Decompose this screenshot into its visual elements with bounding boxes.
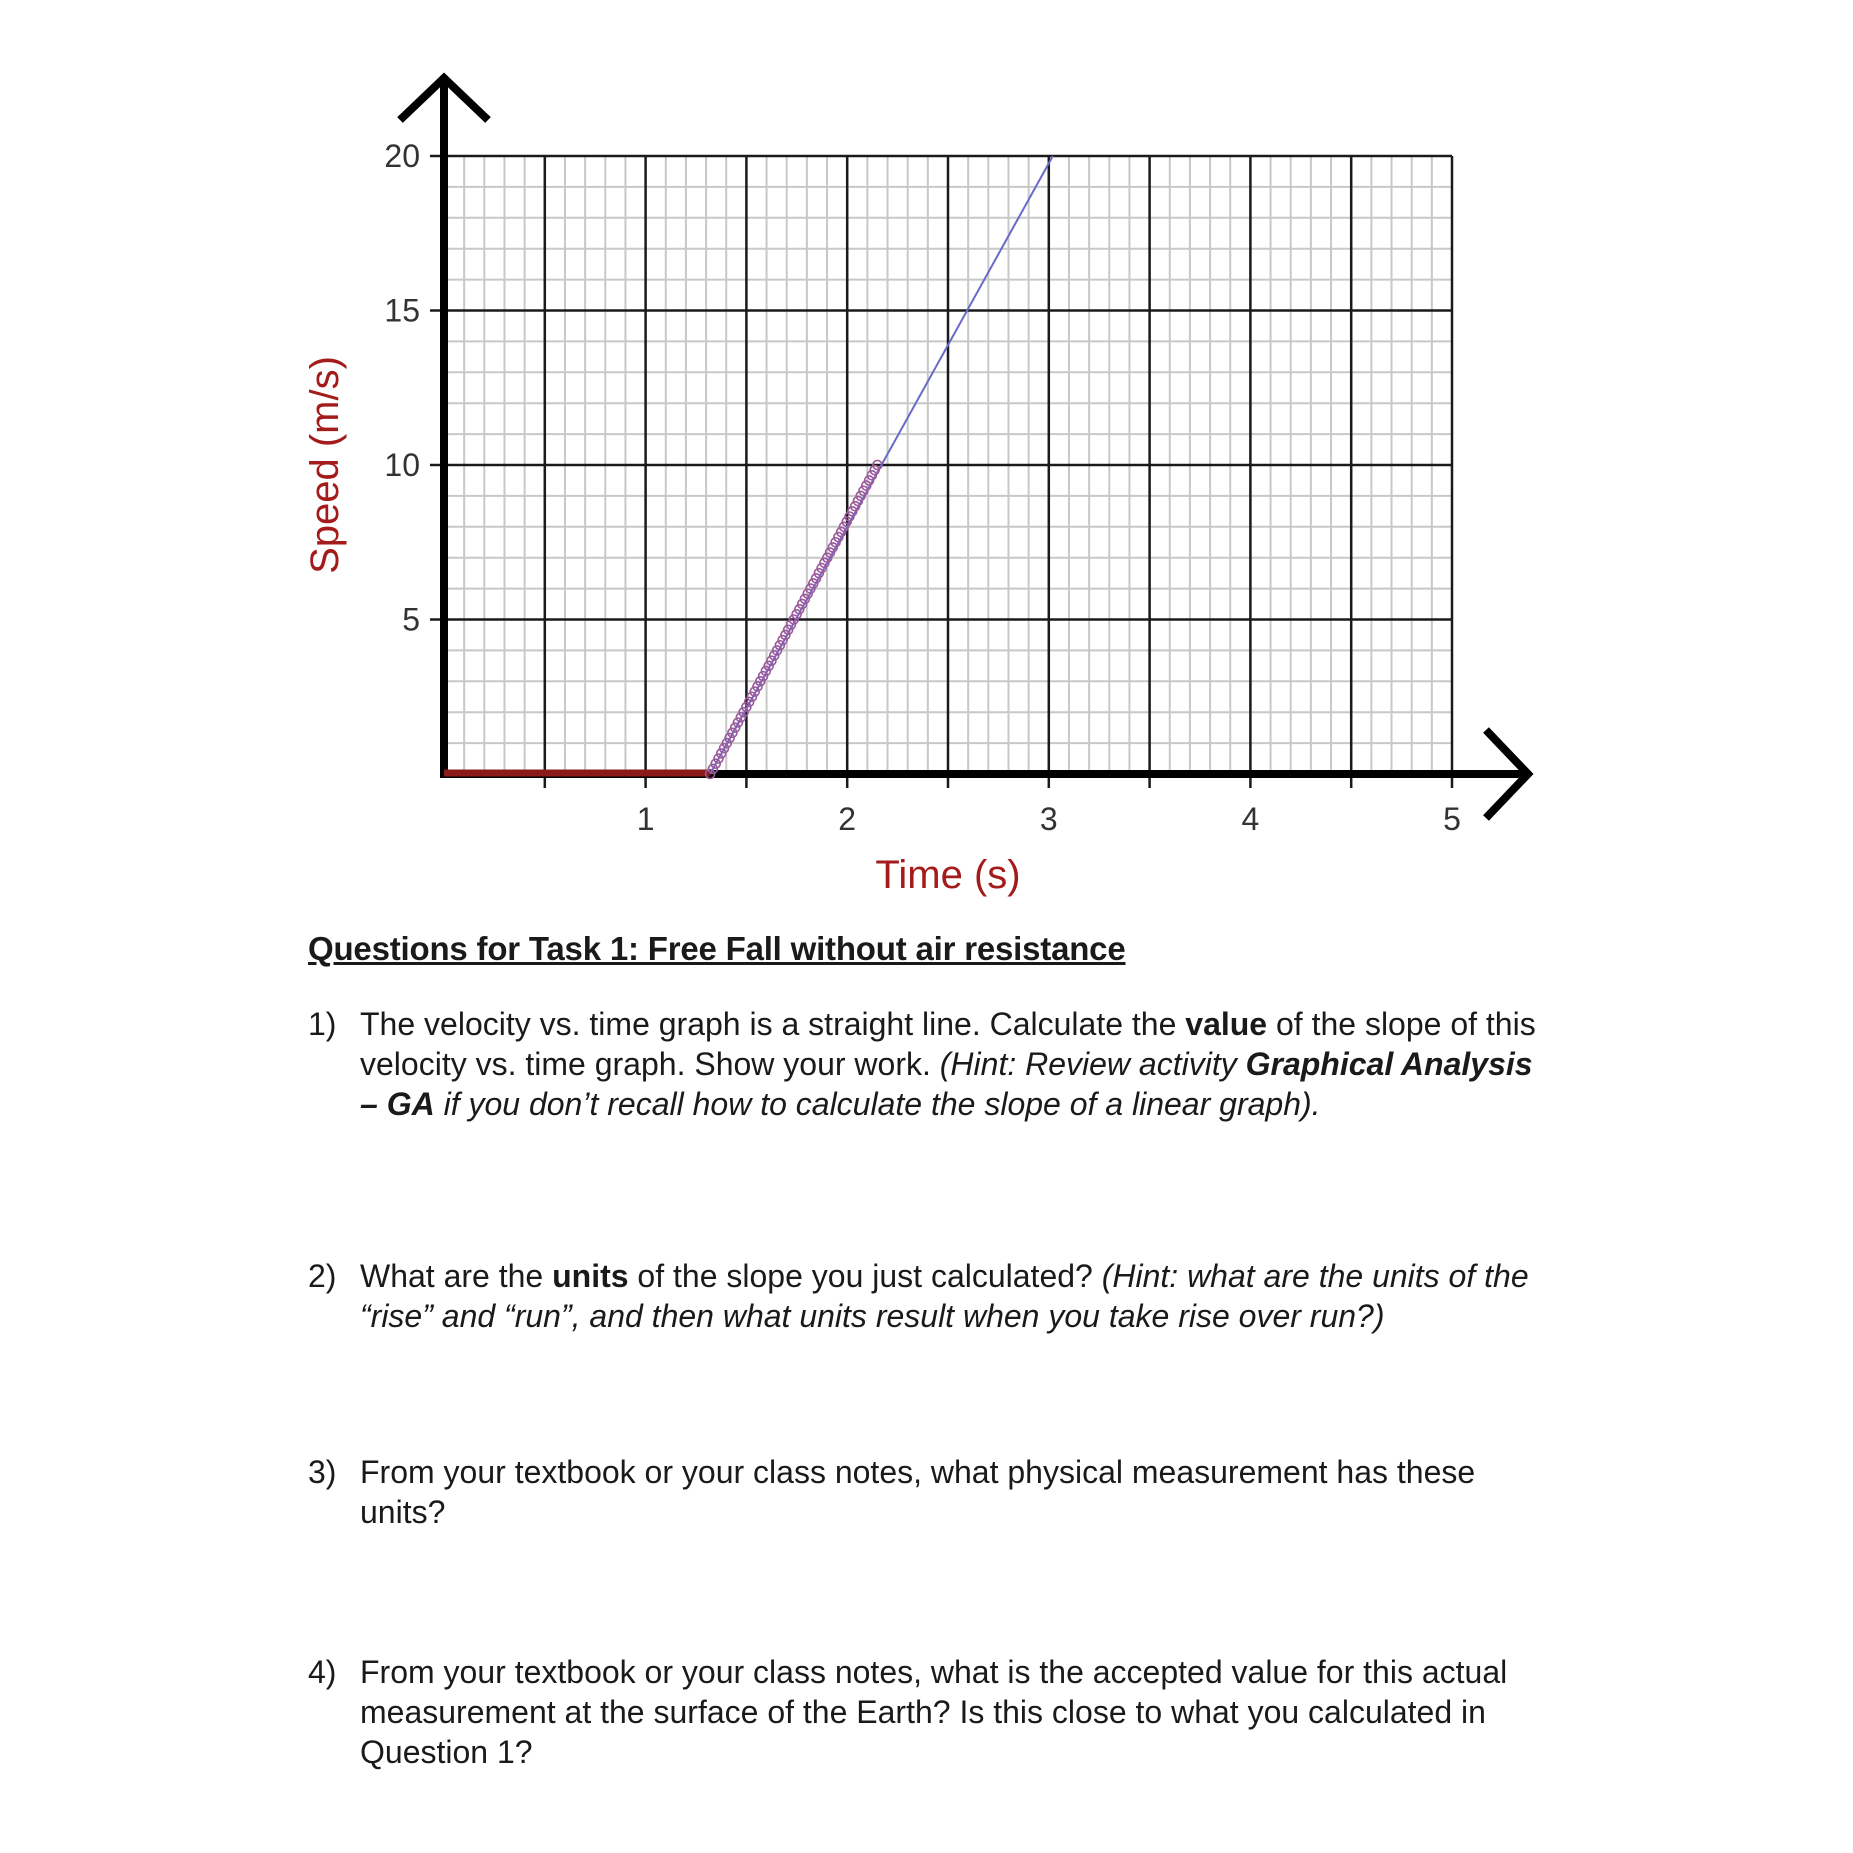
question-number: 2): [308, 1258, 337, 1294]
question-text: From your textbook or your class notes, what is the accepted value for this actual measurement at the surface of the Earth? Is this close to what you calculated in Question 1?: [360, 1654, 1508, 1770]
svg-text:20: 20: [384, 138, 420, 174]
question-1: [308, 1004, 1548, 1124]
question-3: [308, 1452, 1548, 1532]
question-4: [308, 1652, 1548, 1772]
questions-section: [308, 930, 1548, 1772]
svg-text:2: 2: [838, 801, 857, 837]
svg-text:15: 15: [384, 292, 420, 329]
svg-text:5: 5: [1443, 801, 1461, 837]
svg-text:5: 5: [402, 601, 420, 638]
grid-major: [430, 156, 1452, 788]
question-text: The velocity vs. time graph is a straight line. Calculate the value of the slope of this velocity vs. time graph. Show your work. (Hint: Review activity Graphical Analysis – GA if you don’t recall how to calculate the slope of a linear graph).: [360, 1006, 1536, 1122]
svg-text:3: 3: [1039, 801, 1058, 837]
question-2: [308, 1256, 1548, 1336]
y-axis-label: Speed (m/s): [303, 356, 347, 574]
speed-time-chart: [0, 0, 1853, 920]
question-text: From your textbook or your class notes, what physical measurement has these units?: [360, 1454, 1476, 1530]
svg-text:10: 10: [384, 447, 420, 483]
section-heading: Questions for Task 1: Free Fall without air resistance: [308, 930, 1126, 967]
x-axis-label: Time (s): [875, 853, 1021, 897]
question-number: 4): [308, 1654, 337, 1690]
svg-text:1: 1: [636, 801, 655, 837]
question-number: 1): [308, 1006, 337, 1042]
question-number: 3): [308, 1454, 337, 1490]
svg-text:4: 4: [1241, 801, 1260, 837]
question-text: What are the units of the slope you just calculated? (Hint: what are the units of the “rise” and “run”, and then what units result when you take rise over run?): [360, 1258, 1529, 1334]
